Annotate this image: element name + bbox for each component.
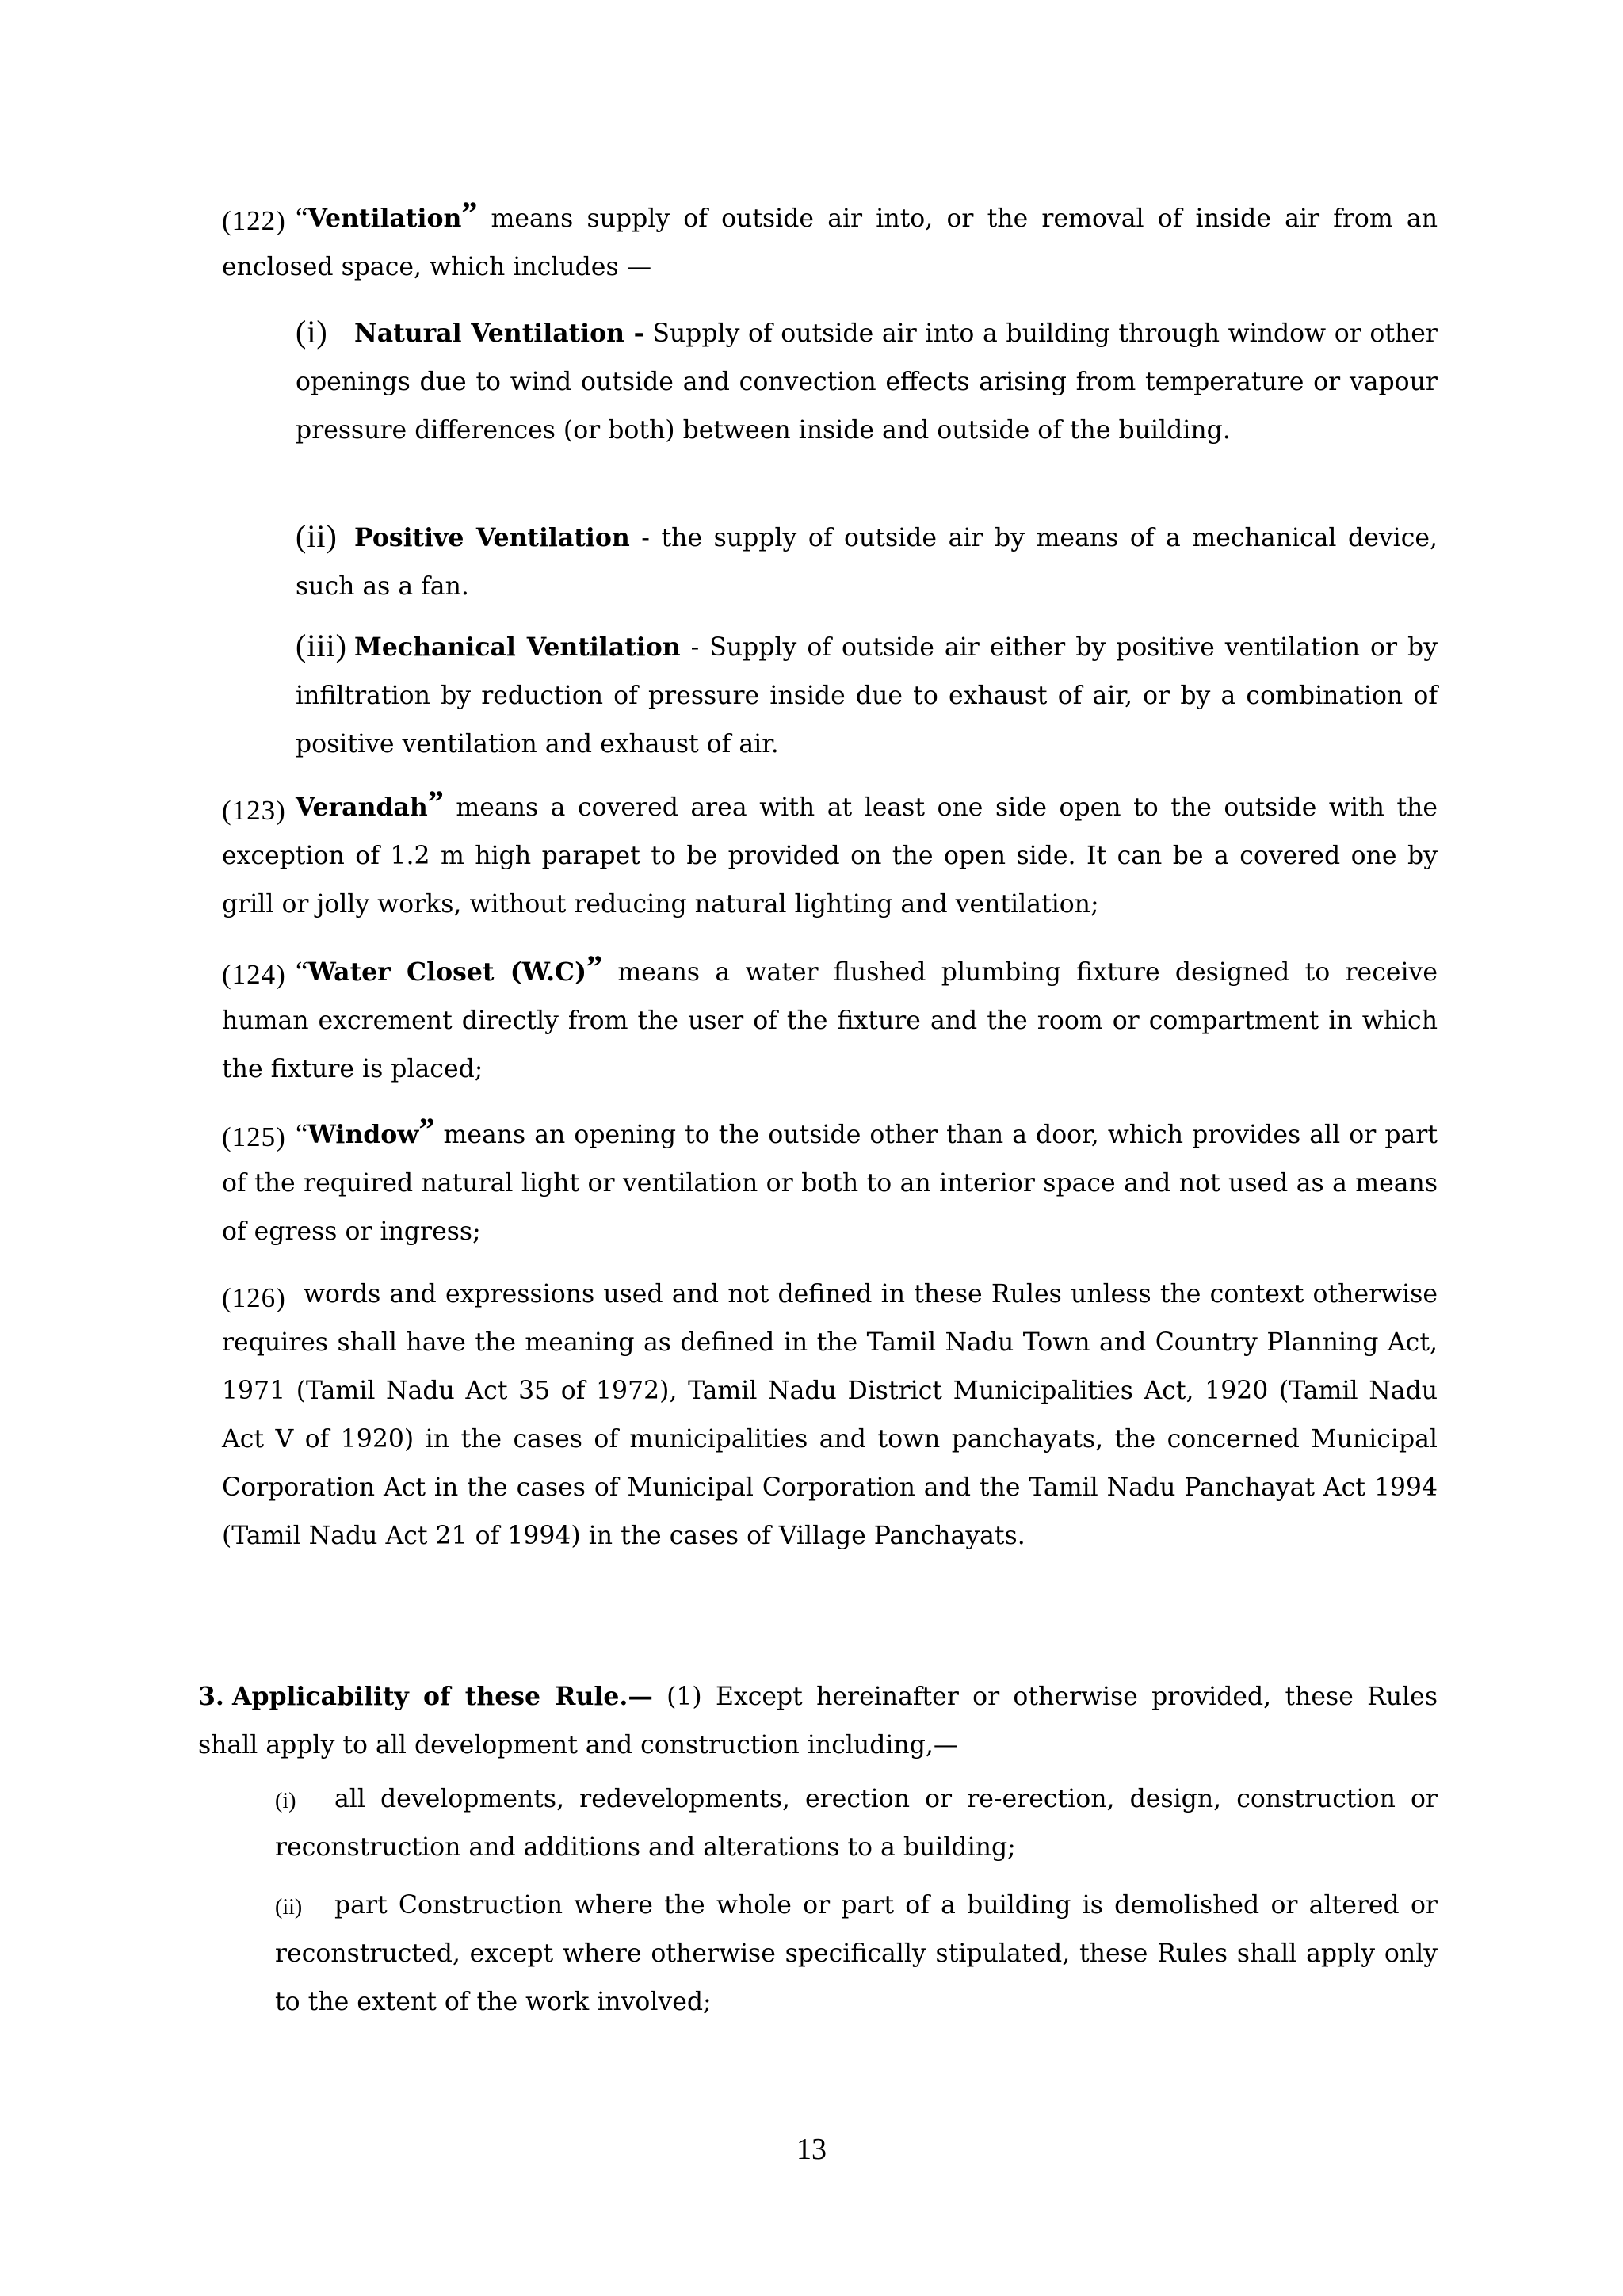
definition-text bbox=[222, 1110, 1438, 1256]
section-text bbox=[198, 1672, 1438, 1770]
page-number: 13 bbox=[796, 2133, 827, 2166]
definition-125 bbox=[222, 1110, 1438, 1256]
sub-item-text bbox=[296, 623, 1438, 769]
definition-124 bbox=[222, 947, 1438, 1094]
close-quote: ” bbox=[418, 1111, 435, 1147]
sub-item-term: Natural Ventilation - bbox=[354, 319, 644, 348]
section-3 bbox=[198, 1672, 1438, 1770]
clause-number: (125) bbox=[222, 1121, 286, 1152]
list-item bbox=[275, 1881, 1438, 2027]
sub-item-positive-ventilation bbox=[296, 514, 1438, 611]
sub-item-text bbox=[296, 309, 1438, 455]
definition-122 bbox=[222, 193, 1438, 292]
clause-number: (122) bbox=[222, 205, 286, 236]
close-quote: ” bbox=[461, 195, 478, 231]
definition-body: words and expressions used and not defined in these Rules unless the context otherwise requires shall have the meaning as defined in the Tamil Nadu Town and Country Planning Act, 1971 (Tamil Nadu Act 35 of 1972), Tamil Nadu District Municipalities Act, 1920 (Tamil Nadu Act V of 1920) in the cases of municipalities and town panchayats, the concerned Municipal Corporation Act in the cases of Municipal Corporation and the Tamil Nadu Panchayat Act 1994 (Tamil Nadu Act 21 of 1994) in the cases of Village Panchayats. bbox=[222, 1280, 1438, 1550]
definition-126 bbox=[222, 1270, 1438, 1561]
sub-item-text bbox=[296, 514, 1438, 611]
list-item-number: (ii) bbox=[275, 1895, 303, 1920]
defined-term: Ventilation bbox=[307, 204, 462, 233]
sub-item-body: - Supply of outside air either by positive ventilation or by infiltration by reduction of pressure inside due to exhaust of air, or by a combination of positive ventilation and exhaust of air. bbox=[296, 633, 1438, 758]
close-quote: ” bbox=[427, 784, 444, 819]
clause-number: (126) bbox=[222, 1282, 286, 1313]
sub-item-term: Positive Ventilation bbox=[354, 523, 630, 552]
sub-item-number: (i) bbox=[296, 314, 328, 350]
sub-item-number: (iii) bbox=[296, 628, 347, 663]
definition-body: means a water flushed plumbing fixture designed to receive human excrement directly from the user of the fixture and the room or compartment in which the fixture is placed; bbox=[222, 958, 1438, 1083]
definition-123 bbox=[222, 783, 1438, 929]
sub-item-mechanical-ventilation bbox=[296, 623, 1438, 769]
open-quote: “ bbox=[296, 202, 308, 233]
clause-number: (124) bbox=[222, 959, 286, 990]
open-quote: “ bbox=[296, 1118, 308, 1149]
list-item bbox=[275, 1775, 1438, 1872]
definition-text bbox=[222, 783, 1438, 929]
sub-item-body: Supply of outside air into a building through window or other openings due to wind outside and convection effects arising from temperature or vapour pressure differences (or both) between inside and outside of the building. bbox=[296, 319, 1438, 445]
section-heading: Applicability of these Rule.— bbox=[232, 1682, 653, 1711]
clause-number: (123) bbox=[222, 795, 286, 826]
close-quote: ” bbox=[586, 949, 603, 984]
definition-body: means a covered area with at least one side open to the outside with the exception of 1.2 m high parapet to be provided on the open side. It can be a covered one by grill or jolly works, without reducing natural lighting and ventilation; bbox=[222, 793, 1438, 919]
defined-term: Verandah bbox=[296, 793, 428, 822]
section-body: (1) Except hereinafter or otherwise provided, these Rules shall apply to all development and construction including,— bbox=[198, 1683, 1438, 1759]
definition-text bbox=[222, 193, 1438, 292]
defined-term: Window bbox=[307, 1120, 419, 1149]
definition-body: means an opening to the outside other than a door, which provides all or part of the required natural light or ventilation or both to an interior space and not used as a means of egress or ingress; bbox=[222, 1121, 1438, 1246]
sub-item-natural-ventilation bbox=[296, 309, 1438, 455]
definition-text bbox=[222, 947, 1438, 1094]
list-item-text: part Construction where the whole or part of a building is demolished or altered or reconstructed, except where otherwise specifically stipulated, these Rules shall apply only to the extent of the work involved; bbox=[275, 1891, 1438, 2016]
sub-item-body: - the supply of outside air by means of a mechanical device, such as a fan. bbox=[296, 524, 1438, 601]
sub-item-term: Mechanical Ventilation bbox=[354, 632, 681, 662]
list-item-text: all developments, redevelopments, erection or re-erection, design, construction or reconstruction and additions and alterations to a building; bbox=[275, 1785, 1438, 1862]
definition-body: means supply of outside air into, or the removal of inside air from an enclosed space, which includes — bbox=[222, 204, 1438, 281]
sub-item-number: (ii) bbox=[296, 518, 338, 554]
defined-term: Water Closet (W.C) bbox=[307, 957, 587, 987]
list-item-number: (i) bbox=[275, 1789, 296, 1813]
open-quote: “ bbox=[296, 956, 308, 987]
section-number: 3. bbox=[198, 1682, 224, 1711]
